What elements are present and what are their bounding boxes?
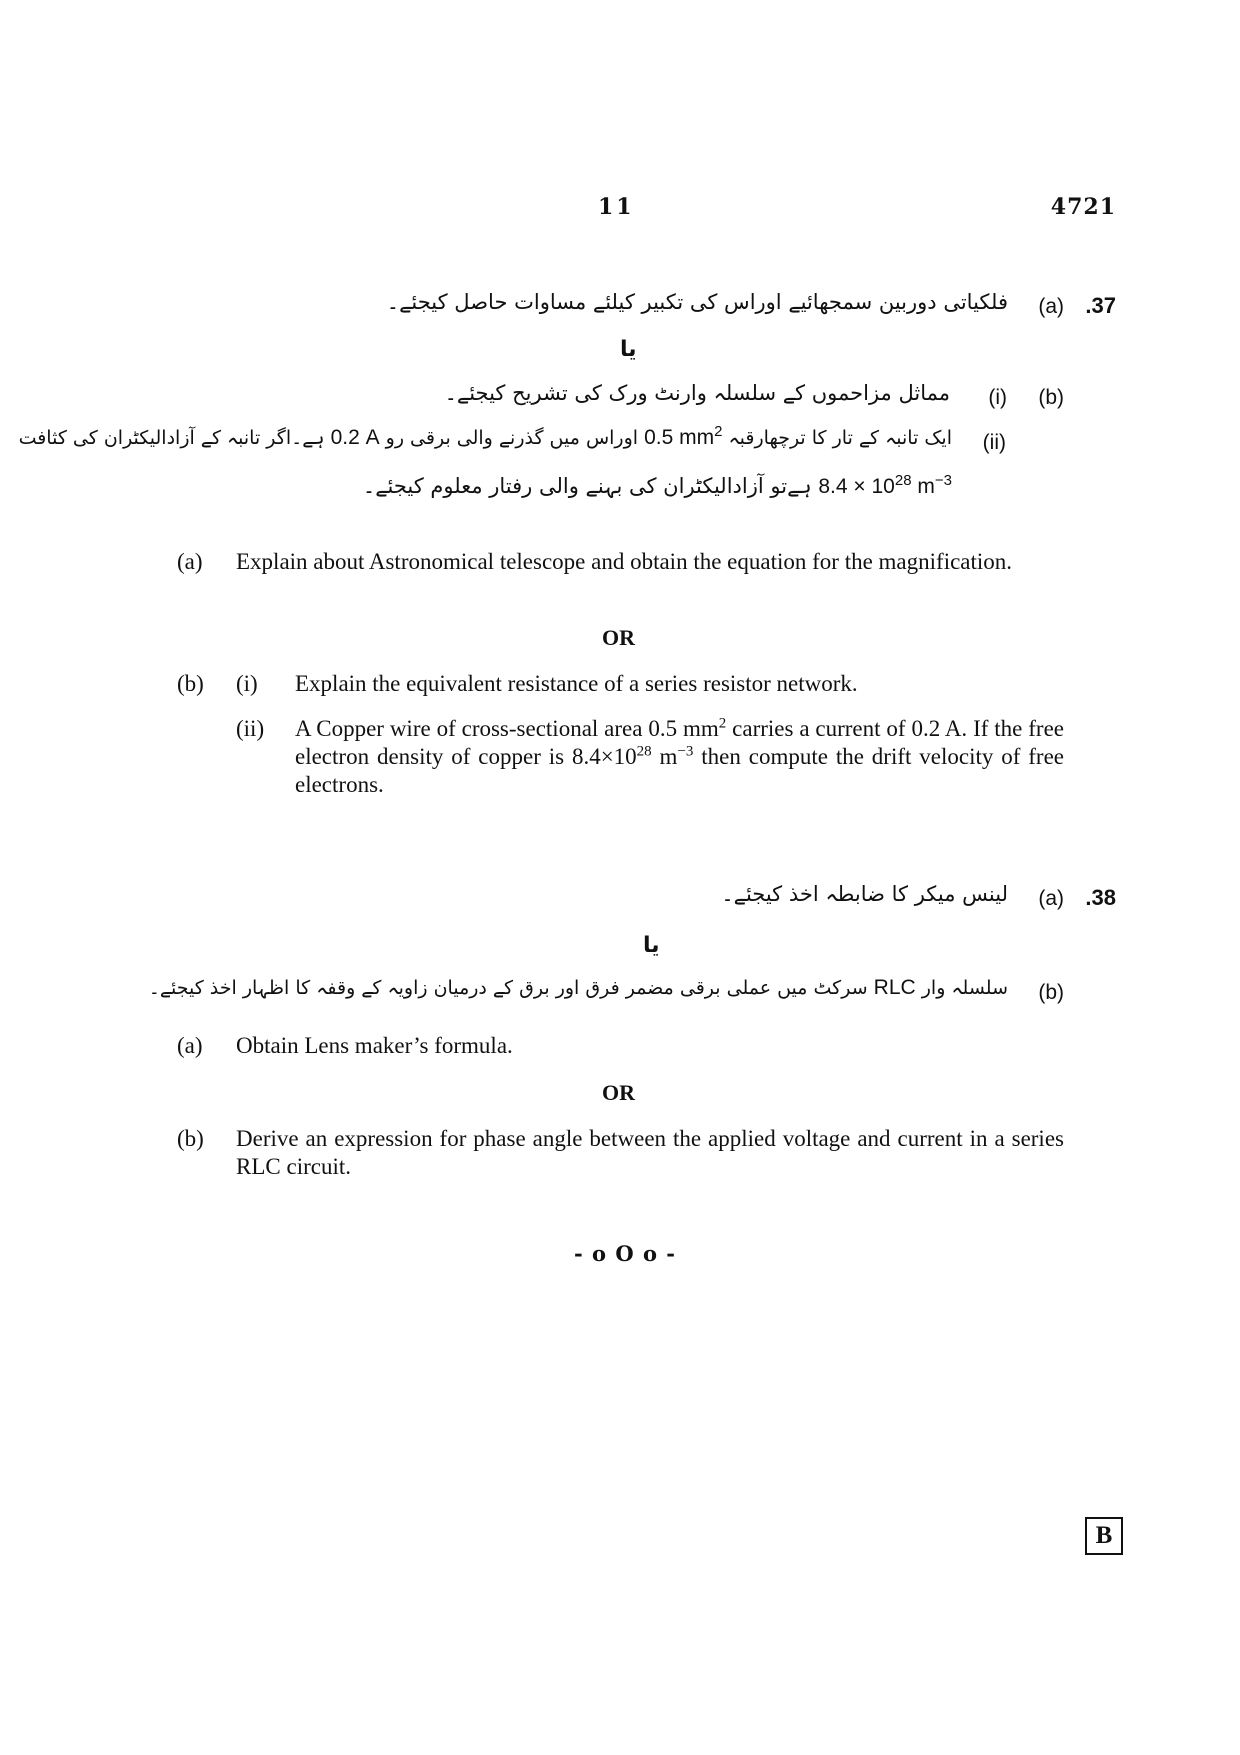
q38-urdu-a-text: لینس میکر کا ضابطہ اخذ کیجئے۔ (721, 882, 1008, 906)
unit-exponent: −3 (934, 472, 952, 489)
q38-en-a-text: Obtain Lens maker’s formula. (236, 1033, 513, 1058)
q37-en-a-text: Explain about Astronomical telescope and obtain the equation for the magnification. (236, 549, 1013, 574)
q37-urdu-bii-line1-start: ایک تانبہ کے تار کا ترچھارقبہ (728, 427, 952, 449)
q37-en-bii-text (295, 715, 1064, 799)
density-unit: m (917, 475, 935, 498)
q38-en-or: OR (602, 1080, 635, 1105)
q37-urdu-bii-line1-mid: اوراس میں گذرنے والی برقی رو (385, 427, 639, 449)
q37-en-bi-label: (i) (236, 671, 258, 696)
q37-urdu-bii-area (644, 423, 723, 449)
q38-urdu-or: یا (643, 933, 660, 958)
q37-urdu-a-label: (a) (1038, 295, 1064, 318)
q37-urdu-a-text: فلکیاتی دوربین سمجھائیے اوراس کی تکبیر کیلئے مساوات حاصل کیجئے۔ (386, 290, 1008, 314)
q38-urdu-b-label: (b) (1038, 981, 1064, 1004)
bii-text-part2: carries a current of 0.2 A. If the free electron density of copper is 8.4×10 (295, 716, 1064, 769)
density-value: 8.4 × 10 (818, 475, 895, 498)
q38-en-a-label: (a) (177, 1033, 203, 1058)
q37-en-bii-label: (ii) (236, 716, 265, 741)
area-exponent: 2 (714, 423, 723, 440)
bii-area-exponent: 2 (718, 715, 727, 732)
density-exponent: 28 (894, 472, 912, 489)
series-box: B (1085, 1517, 1123, 1555)
end-mark: - o O o - (574, 1241, 676, 1266)
q37-urdu-bii-line2-end: ہےتو آزادالیکٹران کی بہنے والی رفتار معلوم کیجئے۔ (362, 474, 812, 498)
q38-urdu-a-label: (a) (1038, 887, 1064, 910)
q37-en-a-label: (a) (177, 549, 203, 574)
q37-urdu-bii-line1 (18, 423, 952, 450)
page-number: 11 (598, 194, 635, 220)
q37-en-bi-text: Explain the equivalent resistance of a series resistor network. (295, 671, 858, 696)
q37-en-b-label: (b) (177, 671, 204, 696)
q37-urdu-bi-text: مماثل مزاحموں کے سلسلہ وارنٹ ورک کی تشریح کیجئے۔ (444, 381, 950, 405)
paper-code: 4721 (1050, 194, 1116, 220)
q38-urdu-b-end: سرکٹ میں عملی برقی مضمر فرق اور برق کے درمیان زاویہ کے وقفہ کا اظہار اخذ کیجئے۔ (148, 977, 868, 999)
area-value: 0.5 mm (644, 426, 715, 449)
bii-density-exponent: 28 (636, 743, 652, 760)
q38-urdu-b-rlc: RLC (873, 976, 916, 999)
q38-number: .38 (1085, 885, 1116, 910)
q37-urdu-bii-density (818, 472, 952, 498)
q37-urdu-bii-line1-end: ہے۔اگر تانبہ کے آزادالیکٹران کی کثافت (18, 427, 325, 449)
q37-urdu-b-label: (b) (1038, 386, 1064, 409)
bii-text-part4: then compute the drift velocity of free electrons. (295, 744, 1064, 797)
bii-unit-exponent: −3 (677, 743, 694, 760)
q38-urdu-b-start: سلسلہ وار (921, 977, 1008, 999)
q38-urdu-b-text (149, 976, 1008, 1000)
q38-en-b-text: Derive an expression for phase angle between the applied voltage and current in a series RLC circuit. (236, 1126, 1064, 1179)
q37-en-or: OR (602, 625, 635, 650)
q37-urdu-bii-current: 0.2 A (330, 426, 380, 449)
bii-text-part1: A Copper wire of cross-sectional area 0.5 mm (295, 716, 719, 741)
bii-text-part3: m (651, 744, 678, 769)
q37-number: .37 (1085, 293, 1116, 318)
q37-urdu-bii-label: (ii) (982, 431, 1006, 454)
q37-urdu-bi-label: (i) (988, 386, 1007, 409)
q37-urdu-or: یا (620, 337, 637, 362)
q38-en-b-label: (b) (177, 1126, 204, 1151)
q37-urdu-bii-line2 (363, 474, 952, 499)
